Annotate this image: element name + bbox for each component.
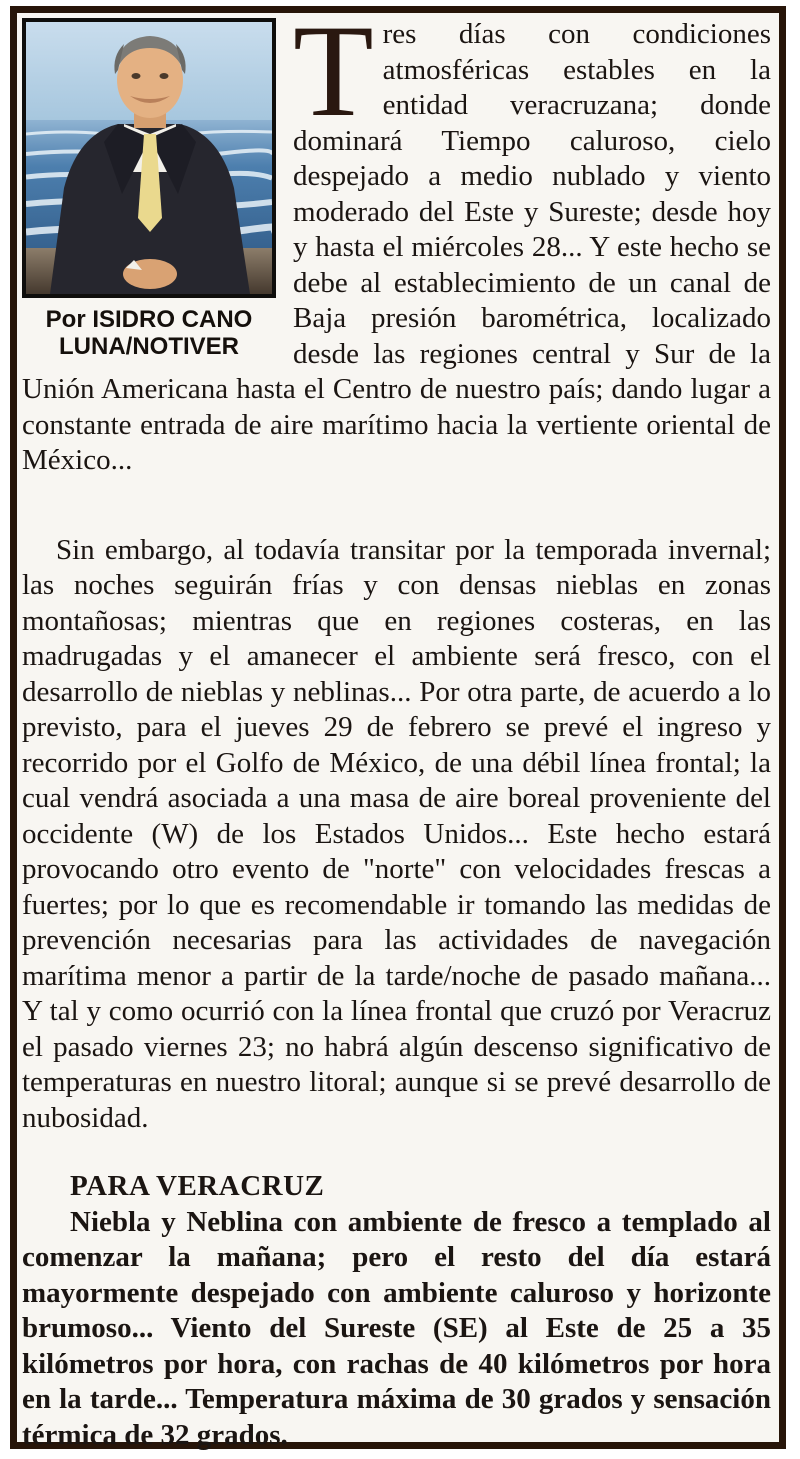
author-photo-block [22, 18, 276, 360]
section-heading: PARA VERACRUZ [70, 1170, 325, 1202]
drop-cap: T [293, 0, 374, 144]
author-photo [22, 18, 276, 298]
author-photo-art [26, 22, 272, 294]
paragraph-lead-text: res días con condiciones atmosféricas estables en la entidad veracruzana; donde dominará Tiempo caluroso, cielo despejado a medio nublado y viento moderado del Este y Sureste; desde hoy y hasta el miércoles 28... Y este hecho se debe al establecimiento de un canal de Baja presión barométrica, localizado desde las regiones central y Sur de la Unión Americana hasta el Centro de nuestro país; dando lugar a constante entrada de aire marítimo hacia la vertiente oriental de México... [22, 18, 771, 476]
byline-line-2: LUNA/NOTIVER [59, 333, 239, 360]
byline [22, 306, 276, 360]
byline-line-1: Por ISIDRO CANO [45, 306, 253, 333]
paragraph-body: Sin embargo, al todavía transitar por la temporada invernal; las noches seguirán frías y con densas nieblas en zonas montañosas; mientras que en regiones costeras, en las madrugadas y el amanecer el ambiente será fresco, con el desarrollo de nieblas y neblinas... Por otra parte, de acuerdo a lo previsto, para el jueves 29 de febrero se prevé el ingreso y recorrido por el Golfo de México, de una débil línea frontal; la cual vendrá asociada a una masa de aire boreal proveniente del occidente (W) de los Estados Unidos... Este hecho estará provocando otro evento de "norte" con velocidades frescas a fuertes; por lo que es recomendable ir tomando las medidas de prevención necesarias para las actividades de navegación marítima menor a partir de la tarde/noche de pasado mañana... Y tal y como ocurrió con la línea frontal que cruzó por Veracruz el pasado viernes 23; no habrá algún descenso significativo de temperaturas en nuestro litoral; aunque si se prevé desarrollo de nubosidad. [22, 533, 771, 1134]
article-frame [10, 0, 786, 1451]
paragraph-forecast: Niebla y Neblina con ambiente de fresco a templado al comenzar la mañana; pero el resto del día estará mayormente despejado con ambiente caluroso y horizonte brumoso... Viento del Sureste (SE) al Este de 25 a 35 kilómetros por hora, con rachas de 40 kilómetros por hora en la tarde... Temperatura máxima de 30 grados y sensación térmica de 32 grados. [22, 1205, 771, 1451]
